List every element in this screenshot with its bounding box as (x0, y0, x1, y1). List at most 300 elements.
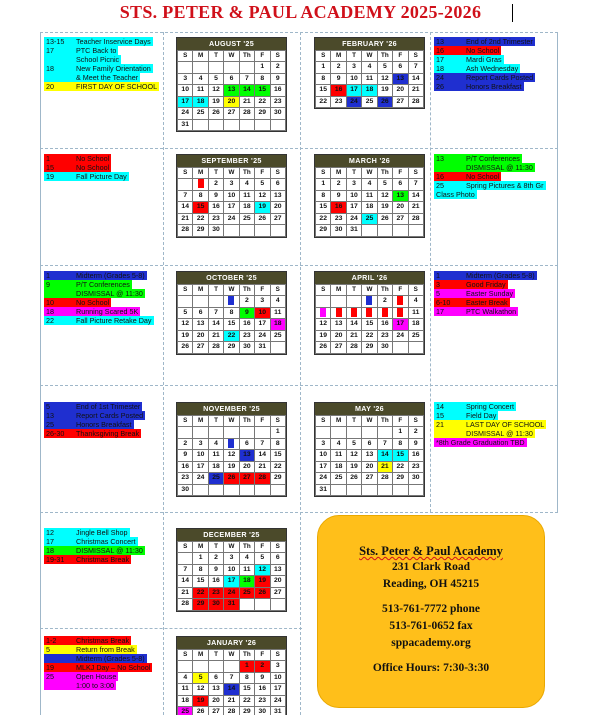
calendar-day: 17 (270, 684, 285, 696)
calendar-day: 15 (193, 202, 208, 214)
calendar-day (393, 342, 408, 354)
calendar-day: 17 (193, 461, 208, 473)
calendar-day: 10 (224, 564, 239, 576)
weekday-header: Th (239, 285, 254, 296)
calendar-day: 7 (178, 564, 193, 576)
calendar-day: 16 (255, 684, 270, 696)
calendar-day: 3 (224, 179, 239, 191)
weekday-header: S (178, 285, 193, 296)
calendar-day (239, 599, 254, 611)
calendar-day: 19 (316, 330, 331, 342)
calendar-day: 12 (208, 85, 223, 97)
day-marker (336, 308, 342, 317)
city-address: Reading, OH 45215 (382, 578, 480, 590)
event-date: 17 (436, 307, 444, 316)
calendar-day: 19 (377, 202, 392, 214)
event-item (434, 37, 535, 46)
school-name: Sts. Peter & Paul Academy (359, 544, 503, 558)
calendar-week-row (178, 695, 286, 707)
calendar-day: 12 (377, 190, 392, 202)
event-text: Jingle Bell Shop (76, 528, 128, 537)
event-date: 10 (46, 298, 54, 307)
calendar-day: 5 (255, 553, 270, 565)
calendar-week-row (178, 564, 286, 576)
website[interactable]: sppacademy.org (391, 637, 471, 649)
calendar-day: 14 (408, 190, 423, 202)
calendar-day: 5 (377, 62, 392, 74)
event-text: Report Cards Posted (76, 411, 144, 420)
calendar-day (393, 225, 408, 237)
calendar-day: 28 (178, 225, 193, 237)
calendar-day: 29 (224, 342, 239, 354)
calendar-week-row (178, 599, 286, 611)
weekday-header: T (208, 542, 223, 553)
weekday-header: M (193, 285, 208, 296)
calendar-day: 5 (346, 438, 361, 450)
day-marker (351, 308, 357, 317)
calendar-day: 24 (316, 473, 331, 485)
weekday-header: W (362, 51, 377, 62)
calendar-day: 28 (224, 707, 239, 715)
grid-line (40, 32, 41, 715)
calendar-day: 28 (239, 108, 254, 120)
calendar-day: 15 (193, 576, 208, 588)
calendar-day (270, 119, 285, 131)
calendar-day (270, 342, 285, 354)
calendar-day: 30 (270, 108, 285, 120)
calendar-day: 13 (193, 319, 208, 331)
calendar-day: 5 (178, 307, 193, 319)
event-date: 25 (46, 672, 54, 681)
calendar-day (239, 119, 254, 131)
grid-line (40, 385, 558, 386)
event-text: P/T Conferences (466, 154, 520, 163)
calendar-week-row (178, 576, 286, 588)
event-date: 16 (436, 172, 444, 181)
calendar-day: 21 (408, 202, 423, 214)
weekday-header: S (270, 51, 285, 62)
calendar-day (316, 307, 331, 319)
calendar-week-row (316, 461, 424, 473)
event-item (434, 64, 535, 73)
calendar-day (193, 661, 208, 673)
calendar-day (208, 62, 223, 74)
calendar-day: 17 (224, 202, 239, 214)
office-hours: Office Hours: 7:30-3:30 (372, 662, 490, 674)
calendar-day: 7 (224, 672, 239, 684)
calendar-day (193, 62, 208, 74)
calendar-day: 11 (362, 73, 377, 85)
event-date: 13 (436, 37, 444, 46)
calendar-day: 25 (239, 213, 254, 225)
event-text: & Meet the Teacher (76, 73, 139, 82)
event-item (44, 546, 145, 555)
event-date: 19 (46, 663, 54, 672)
calendar-week-row (178, 438, 286, 450)
event-date: 5 (46, 645, 50, 654)
calendar-day: 8 (316, 190, 331, 202)
calendar-day (224, 484, 239, 496)
calendar-day: 30 (239, 342, 254, 354)
calendar-day: 14 (408, 73, 423, 85)
weekday-header: F (255, 650, 270, 661)
calendar-day (208, 661, 223, 673)
calendar-day (362, 307, 377, 319)
calendar-day: 12 (346, 450, 361, 462)
calendar-day: 26 (193, 707, 208, 715)
calendar-week-row (316, 213, 424, 225)
calendar-day: 22 (393, 461, 408, 473)
calendar-day: 23 (331, 213, 346, 225)
calendar-day: 6 (393, 62, 408, 74)
calendar-day: 14 (224, 684, 239, 696)
weekday-header: Th (377, 416, 392, 427)
event-item (434, 163, 546, 172)
calendar-day: 6 (224, 73, 239, 85)
event-date: 1 (436, 271, 440, 280)
event-item (44, 73, 159, 82)
weekday-header: Th (377, 285, 392, 296)
weekday-header: M (193, 416, 208, 427)
event-text: No School (466, 172, 500, 181)
calendar-day: 6 (393, 179, 408, 191)
event-date: 13 (436, 154, 444, 163)
calendar-may (314, 402, 425, 497)
weekday-header: W (224, 650, 239, 661)
calendar-day: 7 (255, 438, 270, 450)
calendar-day: 2 (239, 296, 254, 308)
event-item (44, 298, 154, 307)
weekday-header: F (255, 51, 270, 62)
calendar-day: 2 (178, 438, 193, 450)
calendar-day: 6 (239, 438, 254, 450)
calendar-day: 1 (316, 179, 331, 191)
calendar-day: 18 (239, 576, 254, 588)
calendar-day: 30 (377, 342, 392, 354)
weekday-header: S (178, 542, 193, 553)
calendar-day: 24 (178, 108, 193, 120)
calendar-week-row (178, 307, 286, 319)
calendar-day: 30 (208, 225, 223, 237)
calendar-day (193, 427, 208, 439)
weekday-header: S (408, 168, 423, 179)
calendar-day: 10 (224, 190, 239, 202)
event-item (434, 438, 546, 447)
calendar-day (377, 484, 392, 496)
calendar-week-row (316, 179, 424, 191)
calendar-week-row (316, 484, 424, 496)
calendar-day: 9 (331, 73, 346, 85)
weekday-header: Th (377, 51, 392, 62)
calendar-day: 26 (255, 213, 270, 225)
calendar-day (224, 119, 239, 131)
page-title: STS. PETER & PAUL ACADEMY 2025-2026 (119, 2, 482, 22)
calendar-day: 13 (362, 450, 377, 462)
calendar-day (408, 484, 423, 496)
calendar-nov (176, 402, 287, 497)
calendar-day: 21 (208, 330, 223, 342)
calendar-day: 10 (255, 307, 270, 319)
calendar-day: 18 (193, 96, 208, 108)
calendar-day (346, 484, 361, 496)
event-text: New Family Orientation (76, 64, 151, 73)
event-item (434, 271, 537, 280)
calendar-day: 24 (346, 96, 361, 108)
event-date: 25 (436, 181, 444, 190)
calendar-day: 29 (193, 225, 208, 237)
calendar-day: 8 (393, 438, 408, 450)
calendar-day: 14 (255, 450, 270, 462)
event-date: 13-15 (46, 37, 65, 46)
event-date: 22 (46, 316, 54, 325)
calendar-day: 4 (208, 438, 223, 450)
calendar-day: 8 (193, 564, 208, 576)
event-date: 25 (46, 420, 54, 429)
calendar-day: 9 (331, 190, 346, 202)
calendar-jan (176, 636, 287, 715)
calendar-week-row (178, 213, 286, 225)
calendar-day: 19 (377, 85, 392, 97)
event-item (44, 528, 145, 537)
calendar-day: 23 (208, 587, 223, 599)
calendar-day (239, 62, 254, 74)
calendar-day: 23 (178, 473, 193, 485)
calendar-day: 16 (208, 202, 223, 214)
calendar-week-row (316, 73, 424, 85)
event-item (434, 411, 546, 420)
calendar-day: 29 (393, 473, 408, 485)
calendar-day: 9 (239, 307, 254, 319)
calendar-week-row (178, 190, 286, 202)
calendar-week-row (178, 661, 286, 673)
event-text: PTC Walkathon (466, 307, 517, 316)
calendar-week-row (178, 296, 286, 308)
calendar-day: 16 (408, 450, 423, 462)
event-text: Ash Wednesday (466, 64, 519, 73)
event-date: 16 (436, 46, 444, 55)
calendar-day: 11 (239, 190, 254, 202)
weekday-header: T (346, 168, 361, 179)
calendar-day (208, 484, 223, 496)
calendar-day: 2 (255, 661, 270, 673)
calendar-week-row (178, 461, 286, 473)
calendar-day: 3 (178, 73, 193, 85)
calendar-day: 20 (193, 330, 208, 342)
weekday-header: S (178, 51, 193, 62)
calendar-day: 23 (331, 96, 346, 108)
calendar-day: 10 (193, 450, 208, 462)
calendar-week-row (178, 450, 286, 462)
event-date: 26-30 (46, 429, 65, 438)
calendar-day: 25 (239, 587, 254, 599)
calendar-day: 12 (377, 73, 392, 85)
day-marker (366, 296, 372, 305)
weekday-header: S (408, 285, 423, 296)
weekday-header: M (193, 650, 208, 661)
calendar-apr (314, 271, 425, 355)
calendar-day: 27 (393, 213, 408, 225)
calendar-mar (314, 154, 425, 238)
event-text: Field Day (466, 411, 497, 420)
calendar-day: 17 (316, 461, 331, 473)
calendar-day: 18 (362, 202, 377, 214)
event-item (44, 681, 152, 690)
calendar-day: 20 (270, 202, 285, 214)
event-item (434, 55, 535, 64)
calendar-day: 25 (331, 473, 346, 485)
event-list-dec (44, 528, 145, 564)
weekday-header: Th (239, 416, 254, 427)
weekday-header: T (208, 168, 223, 179)
calendar-week-row (316, 342, 424, 354)
weekday-header: W (362, 285, 377, 296)
event-list-apr (434, 271, 537, 316)
grid-line (40, 32, 558, 33)
calendar-day: 17 (393, 319, 408, 331)
calendar-day: 11 (270, 307, 285, 319)
event-item (434, 190, 546, 199)
calendar-day (178, 179, 193, 191)
calendar-day (208, 427, 223, 439)
weekday-header: M (193, 168, 208, 179)
weekday-header: F (393, 168, 408, 179)
weekday-header: Th (239, 542, 254, 553)
event-item (44, 316, 154, 325)
calendar-feb (314, 37, 425, 109)
weekday-header: S (316, 51, 331, 62)
calendar-day: 7 (208, 307, 223, 319)
calendar-day (255, 484, 270, 496)
calendar-day: 22 (316, 96, 331, 108)
calendar-day: 11 (208, 450, 223, 462)
calendar-day: 27 (393, 96, 408, 108)
weekday-header: W (224, 285, 239, 296)
calendar-week-row (178, 179, 286, 191)
calendar-day: 22 (270, 461, 285, 473)
weekday-header: M (193, 51, 208, 62)
calendar-day: 19 (193, 695, 208, 707)
calendar-day: 24 (193, 473, 208, 485)
calendar-day: 5 (377, 179, 392, 191)
weekday-header: W (224, 51, 239, 62)
event-date: 5 (436, 289, 440, 298)
calendar-month-title: NOVEMBER '25 (177, 403, 286, 415)
calendar-day: 21 (239, 96, 254, 108)
calendar-week-row (178, 225, 286, 237)
calendar-week-row (316, 85, 424, 97)
calendar-day: 31 (178, 119, 193, 131)
calendar-day: 21 (178, 587, 193, 599)
calendar-day: 17 (224, 576, 239, 588)
weekday-header: S (178, 650, 193, 661)
calendar-day: 30 (331, 225, 346, 237)
calendar-day (224, 438, 239, 450)
event-item (44, 537, 145, 546)
weekday-header: S (316, 285, 331, 296)
calendar-month-title: AUGUST '25 (177, 38, 286, 50)
calendar-day (362, 296, 377, 308)
calendar-day: 26 (178, 342, 193, 354)
calendar-day: 3 (346, 179, 361, 191)
calendar-week-row (316, 62, 424, 74)
calendar-day: 11 (408, 307, 423, 319)
event-text: *8th Grade Graduation TBD (436, 438, 525, 447)
weekday-header: S (270, 542, 285, 553)
calendar-oct (176, 271, 287, 355)
calendar-day: 2 (208, 179, 223, 191)
calendar-day: 13 (393, 73, 408, 85)
calendar-day: 3 (255, 296, 270, 308)
event-date: 19-31 (46, 555, 65, 564)
calendar-day: 12 (255, 564, 270, 576)
calendar-day: 17 (346, 202, 361, 214)
calendar-day: 12 (316, 319, 331, 331)
event-item (44, 636, 152, 645)
calendar-day: 2 (408, 427, 423, 439)
contact-card (317, 515, 545, 708)
calendar-day: 23 (408, 461, 423, 473)
calendar-week-row (316, 202, 424, 214)
calendar-day: 31 (270, 707, 285, 715)
calendar-day: 7 (408, 179, 423, 191)
event-item (434, 307, 537, 316)
calendar-week-row (316, 190, 424, 202)
event-text: Report Cards Posted (466, 73, 534, 82)
weekday-header: W (224, 542, 239, 553)
event-text: PTC Back to (76, 46, 117, 55)
event-item (44, 37, 159, 46)
event-text: Running Scared 5K (76, 307, 139, 316)
calendar-day: 2 (377, 296, 392, 308)
calendar-day: 5 (193, 672, 208, 684)
calendar-day: 13 (270, 564, 285, 576)
grid-line (40, 265, 558, 266)
calendar-day: 28 (408, 96, 423, 108)
event-date: 19 (46, 172, 54, 181)
calendar-week-row (178, 108, 286, 120)
calendar-day: 26 (255, 587, 270, 599)
calendar-day: 22 (193, 213, 208, 225)
calendar-day: 22 (239, 695, 254, 707)
calendar-day: 31 (255, 342, 270, 354)
day-marker (382, 308, 388, 317)
event-date: 17 (46, 537, 54, 546)
event-item (434, 73, 535, 82)
event-list-mar (434, 154, 546, 199)
event-text: Return from Break (76, 645, 135, 654)
calendar-day (255, 119, 270, 131)
event-item (44, 411, 145, 420)
calendar-day: 7 (178, 190, 193, 202)
calendar-day: 28 (208, 342, 223, 354)
event-list-nov (44, 402, 145, 438)
calendar-day: 27 (193, 342, 208, 354)
calendar-day: 4 (270, 296, 285, 308)
calendar-day: 16 (178, 461, 193, 473)
weekday-header: S (270, 285, 285, 296)
weekday-header: S (316, 168, 331, 179)
day-marker (228, 439, 234, 448)
calendar-day: 20 (208, 695, 223, 707)
weekday-header: F (393, 285, 408, 296)
calendar-day: 13 (208, 684, 223, 696)
weekday-header: Th (377, 168, 392, 179)
calendar-day: 7 (408, 62, 423, 74)
event-item (434, 154, 546, 163)
calendar-week-row (178, 85, 286, 97)
calendar-day (408, 225, 423, 237)
day-marker (397, 308, 403, 317)
